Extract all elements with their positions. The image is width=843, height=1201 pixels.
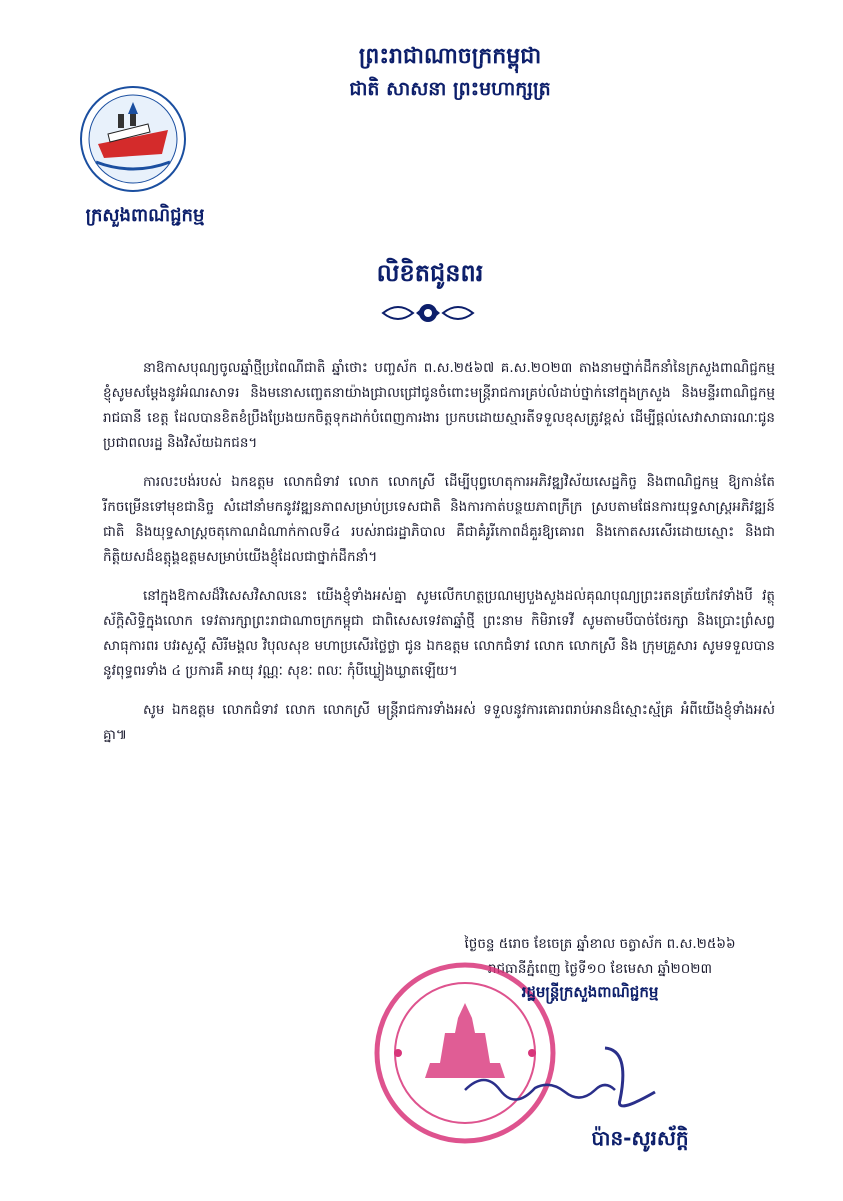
handwritten-signature bbox=[455, 1040, 685, 1120]
signatory-title: រដ្ឋមន្ត្រីក្រសួងពាណិជ្ជកម្ម bbox=[521, 983, 659, 1001]
signer-name: ប៉ាន-សូរស័ក្តិ bbox=[591, 1126, 689, 1150]
national-motto: ជាតិ សាសនា ព្រះមហាក្សត្រ bbox=[349, 78, 551, 100]
paragraph-1: នាឱកាសបុណ្យចូលឆ្នាំថ្មីប្រពៃណីជាតិ ឆ្នាំថោះ បញ្ចស័ក ព.ស.២៥៦៧ គ.ស.២០២៣ តាងនាមថ្នាក់ដឹកនាំនៃក្រសួងពាណិជ្ជកម្ម ខ្ញុំសូមសម្តែងនូវអំណរសាទរ និងមនោសញ្ចេតនាយ៉ាងជ្រាលជ្រៅជូនចំពោះមន្ត្រីរាជការគ្រប់លំដាប់ថ្នាក់នៅក្នុងក្រសួង និងមន្ទីរពាណិជ្ជកម្មរាជធានី ខេត្ត ដែលបានខិតខំប្រឹងប្រែងយកចិត្តទុកដាក់បំពេញការងារ ប្រកបដោយស្មារតីទទួលខុសត្រូវខ្ពស់ ដើម្បីផ្តល់សេវាសាធារណៈជូនប្រជាពលរដ្ឋ និងវិស័យឯកជន។ bbox=[103, 360, 775, 451]
paragraph-3: នៅក្នុងឱកាសដ៏វិសេសវិសាលនេះ យើងខ្ញុំទាំងអស់គ្នា សូមលើកហត្ថប្រណម្យបួងសួងដល់គុណបុណ្យព្រះរតនត្រ័យកែវទាំងបី វត្ថុស័ក្តិសិទ្ធិក្នុងលោក ទេវតារក្សាព្រះរាជាណាចក្រកម្ពុជា ជាពិសេសទេវតាឆ្នាំថ្មី ព្រះនាម កិមិរាទេវី សូមតាមបីបាច់ថែរក្សា និងប្រោះព្រំសព្វសាធុការពរ បវរសួស្តី សិរីមង្គល វិបុលសុខ មហាប្រសើរថ្លៃថ្លា ជូន ឯកឧត្តម លោកជំទាវ លោក លោកស្រី និង ក្រុមគ្រួសារ សូមទទួលបាននូវពុទ្ធពរទាំង ៤ ប្រការគឺ អាយុ វណ្ណៈ សុខៈ ពលៈ កុំបីឃ្លៀងឃ្លាតឡើយ។ bbox=[103, 588, 775, 679]
paragraph-4: សូម ឯកឧត្តម លោកជំទាវ លោក លោកស្រី មន្ត្រីរាជការទាំងអស់ ទទួលនូវការគោរពរាប់អានដ៏ស្មោះស្ម័គ្រ អំពីយើងខ្ញុំទាំងអស់គ្នា៕ bbox=[103, 702, 775, 743]
ornament-divider bbox=[378, 296, 478, 330]
place-date: រាជធានីភ្នំពេញ ថ្ងៃទី១០ ខែមេសា ឆ្នាំ២០២៣ bbox=[487, 961, 713, 977]
ministry-logo bbox=[78, 84, 188, 194]
letter-header bbox=[200, 40, 700, 104]
letter-title: លិខិតជូនពរ bbox=[376, 259, 484, 287]
lunar-date: ថ្ងៃចន្ទ ៥រោច ខែចេត្រ ឆ្នាំខាល ចត្វាស័ក ព.ស.២៥៦៦ bbox=[464, 936, 736, 952]
kingdom-title: ព្រះរាជាណាចក្រកម្ពុជា bbox=[358, 44, 542, 69]
ministry-name: ក្រសួងពាណិជ្ជកម្ម bbox=[85, 205, 205, 226]
paragraph-2: ការលះបង់របស់ ឯកឧត្តម លោកជំទាវ លោក លោកស្រី ដើម្បីបុព្វហេតុការអភិវឌ្ឍវិស័យសេដ្ឋកិច្ច និងពាណិជ្ជកម្ម ឱ្យកាន់តែរីកចម្រើនទៅមុខជានិច្ច សំដៅនាំមកនូវវឌ្ឍនភាពសម្រាប់ប្រទេសជាតិ និងការកាត់បន្ថយភាពក្រីក្រ ស្របតាមផែនការយុទ្ធសាស្ត្រអភិវឌ្ឍន៍ជាតិ និងយុទ្ធសាស្ត្រចតុកោណដំណាក់កាលទី៤ របស់រាជរដ្ឋាភិបាល គឺជាគំរូរីកោពដ៏គួរឱ្យគោរព និងកោតសរសើរដោយស្មោះ និងជាកិត្តិយសដ៏ឧត្តុង្គឧត្តមសម្រាប់យើងខ្ញុំដែលជាថ្នាក់ដឹកនាំ។ bbox=[103, 474, 775, 565]
letter-body bbox=[103, 356, 775, 762]
